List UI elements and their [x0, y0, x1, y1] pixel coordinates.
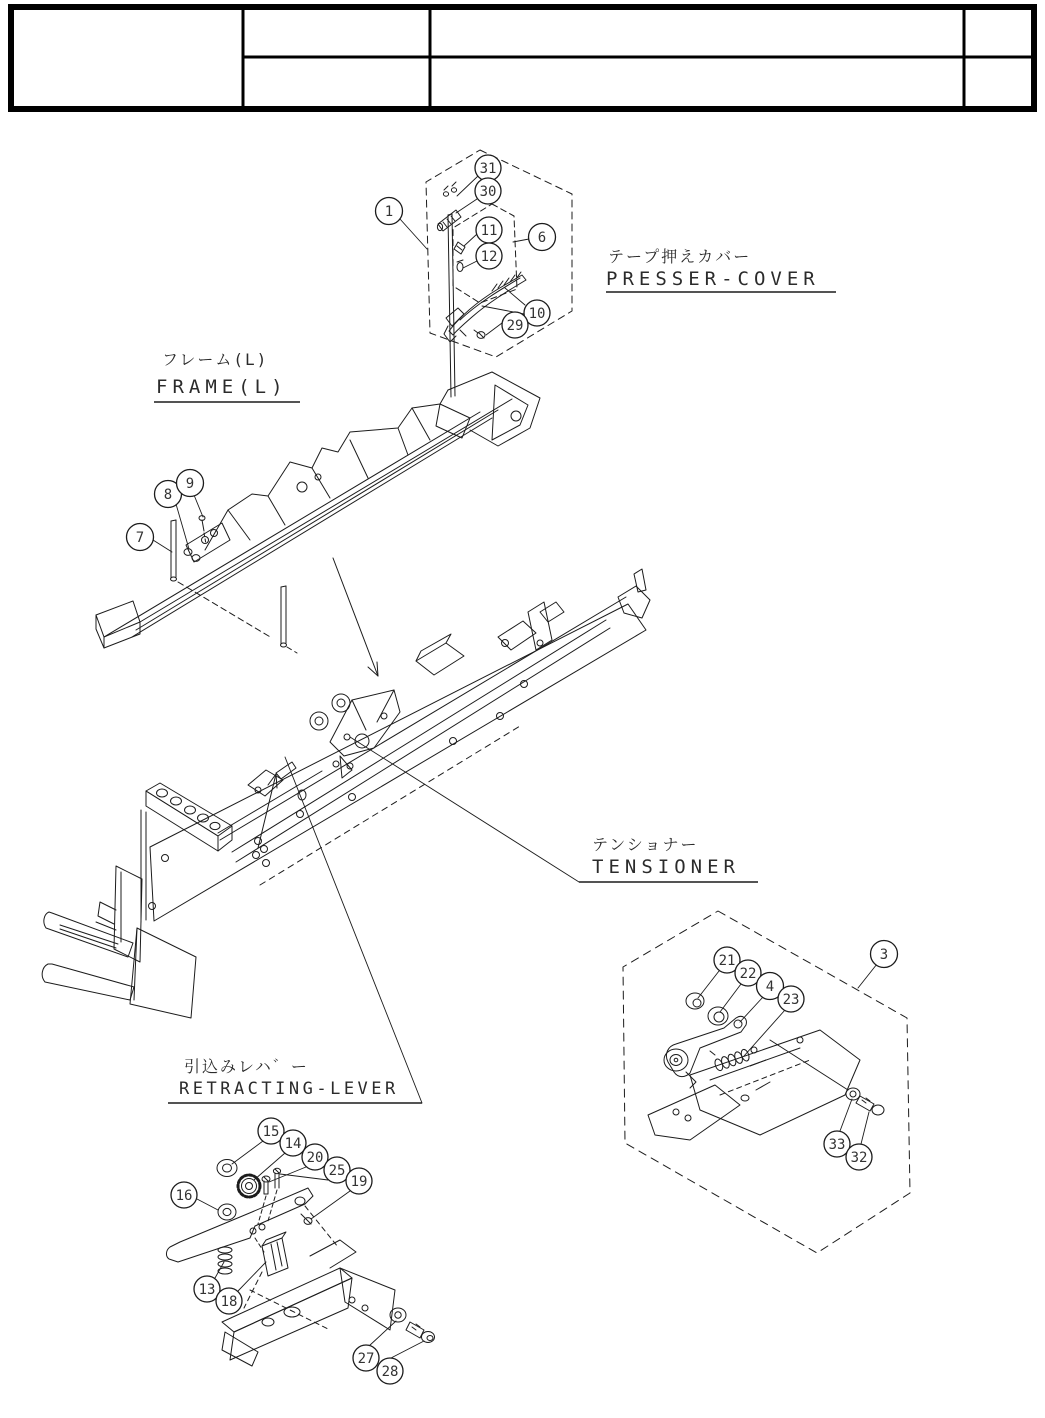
- frame-l-assembly: [96, 372, 540, 676]
- svg-text:引込みレハ゛ー: 引込みレハ゛ー: [184, 1057, 309, 1076]
- svg-text:30: 30: [479, 184, 497, 200]
- svg-text:6: 6: [537, 230, 547, 246]
- callout-31: [475, 155, 501, 181]
- callout-7: [127, 524, 154, 551]
- svg-text:31: 31: [479, 161, 497, 177]
- callout-23: [778, 986, 804, 1012]
- svg-text:29: 29: [506, 318, 524, 334]
- svg-text:10: 10: [528, 306, 546, 322]
- svg-text:9: 9: [185, 476, 195, 492]
- callout-18: [216, 1288, 242, 1314]
- callout-balloons: [127, 155, 898, 1384]
- label-frame-l: [154, 350, 300, 402]
- svg-text:フレーム(L): フレーム(L): [162, 350, 269, 369]
- callout-14: [280, 1130, 306, 1156]
- svg-text:20: 20: [306, 1150, 324, 1166]
- svg-text:21: 21: [718, 953, 736, 969]
- svg-text:12: 12: [480, 249, 498, 265]
- svg-text:33: 33: [828, 1137, 846, 1153]
- svg-text:13: 13: [198, 1282, 216, 1298]
- callout-19: [346, 1168, 372, 1194]
- svg-text:テンショナー: テンショナー: [592, 835, 699, 854]
- label-presser-cover: [606, 247, 836, 292]
- callout-12: [476, 243, 502, 269]
- label-retracting-lever: [168, 1057, 422, 1103]
- svg-text:25: 25: [328, 1163, 346, 1179]
- callout-3: [871, 941, 898, 968]
- svg-text:TENSIONER: TENSIONER: [592, 856, 740, 878]
- callout-9: [177, 470, 204, 497]
- header-table: [11, 7, 1034, 109]
- tensioner-assembly: [623, 911, 910, 1253]
- svg-text:28: 28: [381, 1364, 399, 1380]
- svg-text:18: 18: [220, 1294, 238, 1310]
- svg-text:16: 16: [175, 1188, 193, 1204]
- svg-text:7: 7: [135, 530, 145, 546]
- svg-text:19: 19: [350, 1174, 368, 1190]
- callout-28: [377, 1358, 403, 1384]
- callout-30: [475, 178, 501, 204]
- svg-text:1: 1: [384, 204, 394, 220]
- svg-text:32: 32: [850, 1150, 868, 1166]
- callout-16: [171, 1182, 197, 1208]
- svg-text:4: 4: [765, 979, 775, 995]
- svg-text:8: 8: [163, 487, 173, 503]
- svg-text:PRESSER-COVER: PRESSER-COVER: [606, 268, 820, 290]
- label-tensioner: [579, 835, 758, 882]
- callout-1: [376, 198, 403, 225]
- callout-29: [502, 312, 528, 338]
- callout-32: [846, 1144, 872, 1170]
- svg-text:11: 11: [480, 223, 498, 239]
- svg-text:15: 15: [262, 1124, 280, 1140]
- svg-text:14: 14: [284, 1136, 302, 1152]
- svg-text:テープ押えカバー: テープ押えカバー: [608, 247, 752, 266]
- svg-text:27: 27: [357, 1351, 375, 1367]
- callout-11: [476, 217, 502, 243]
- svg-text:3: 3: [879, 947, 889, 963]
- retracting-lever-assembly: [166, 1160, 434, 1367]
- callout-27: [353, 1345, 379, 1371]
- svg-text:RETRACTING-LEVER: RETRACTING-LEVER: [179, 1079, 399, 1099]
- callout-6: [529, 224, 556, 251]
- svg-text:22: 22: [739, 966, 757, 982]
- svg-text:23: 23: [782, 992, 800, 1008]
- svg-text:FRAME(L): FRAME(L): [156, 376, 288, 398]
